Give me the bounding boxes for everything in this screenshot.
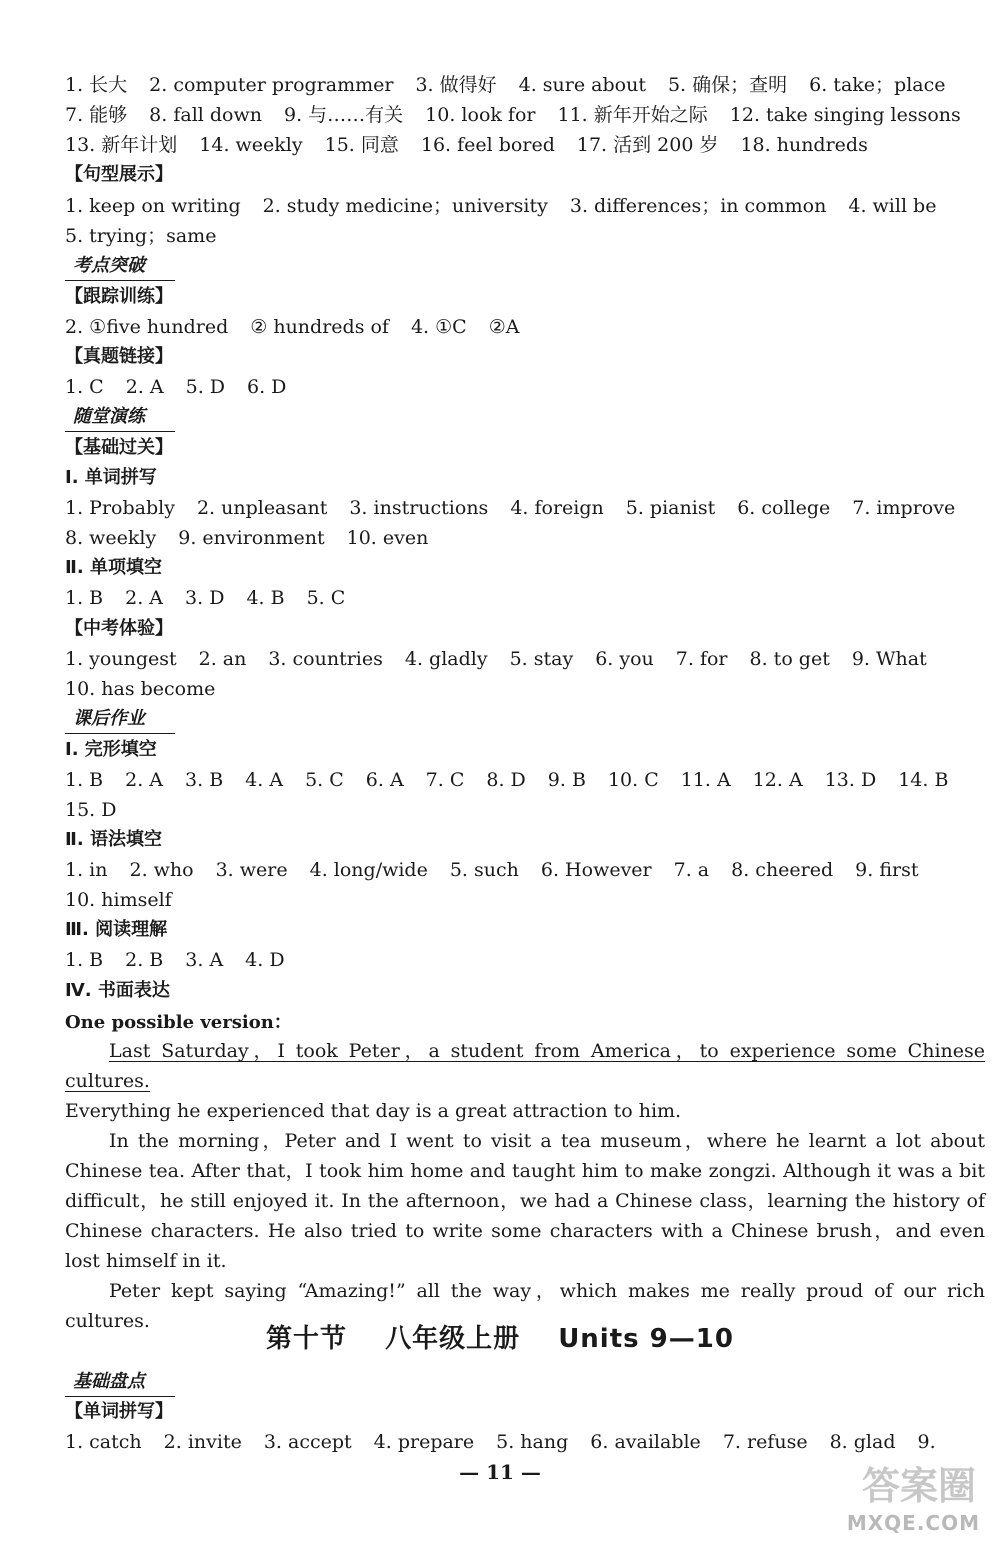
answer-item: 12. take singing lessons <box>729 104 961 126</box>
answer-item: 16. feel bored <box>420 134 555 156</box>
answer-item: ②A <box>488 316 520 338</box>
heading-writing: Ⅳ. 书面表达 <box>65 980 170 1001</box>
answer-line <box>65 312 986 342</box>
heading-tracking: 【跟踪训练】 <box>65 286 173 307</box>
answer-item: 8. fall down <box>149 104 262 126</box>
answer-item: 7. C <box>425 769 465 791</box>
answer-item: 2. unpleasant <box>196 497 328 519</box>
heading-key-points: 考点突破 <box>65 252 175 281</box>
answer-item: 9. first <box>855 859 919 881</box>
grade-label: 八年级上册 <box>385 1324 521 1354</box>
answer-item: 2. study medicine；university <box>262 195 548 217</box>
heading-homework: 课后作业 <box>65 705 175 734</box>
answer-item: 2. A <box>125 769 164 791</box>
heading-real-questions: 【真题链接】 <box>65 346 173 367</box>
answer-line <box>65 70 986 100</box>
heading-word-spelling: 【单词拼写】 <box>65 1401 173 1422</box>
answer-item: 6. college <box>737 497 831 519</box>
answer-item: 13. 新年计划 <box>65 134 178 156</box>
answer-item: 9. What <box>851 648 927 670</box>
watermark-logo: 答案圈 <box>861 1464 976 1508</box>
answer-line <box>65 583 986 613</box>
answer-item: 13. D <box>824 769 877 791</box>
answer-item: 1. in <box>65 859 108 881</box>
answer-item: 10. C <box>607 769 659 791</box>
answer-item: 4. long/wide <box>309 859 428 881</box>
answer-line <box>65 855 986 885</box>
answer-item: 3. instructions <box>349 497 489 519</box>
answer-item: 15. D <box>65 799 117 821</box>
answer-item: 5. pianist <box>625 497 716 519</box>
answer-item: 5. hang <box>496 1431 569 1453</box>
answer-item: 10. even <box>346 527 429 549</box>
answer-item: 1. Probably <box>65 497 175 519</box>
answer-item: 3. differences；in common <box>569 195 827 217</box>
essay-body <box>65 1036 985 1336</box>
answer-line <box>65 795 986 825</box>
answer-item: 14. B <box>898 769 949 791</box>
units-label: Units 9—10 <box>558 1324 734 1354</box>
answer-item: 2. B <box>125 949 164 971</box>
answer-item: 3. D <box>185 587 225 609</box>
answer-item: 11. 新年开始之际 <box>557 104 708 126</box>
answer-line <box>65 885 986 915</box>
answer-line <box>65 372 986 402</box>
answer-item: 1. B <box>65 587 104 609</box>
answer-line <box>65 1427 986 1457</box>
answer-item: ② hundreds of <box>250 316 389 338</box>
answer-item: 7. refuse <box>722 1431 808 1453</box>
answer-line <box>65 493 986 523</box>
answer-item: 6. D <box>247 376 287 398</box>
answer-line <box>65 191 986 221</box>
answer-item: 4. D <box>245 949 285 971</box>
page-number: — 11 — <box>459 1460 541 1484</box>
watermark-text: MXQE.COM <box>846 1511 980 1535</box>
essay-version-label: One possible version： <box>65 1012 292 1033</box>
essay-paragraph-2: In the morning，Peter and I went to visit a tea museum，where he learnt a lot about Chinese tea. After that，I took him home and taught him to make zongzi. Although it was a bit difficult，he still enjoyed it. In the afternoon，we had a Chinese class，learning the history of Chinese characters. He also tried to write some characters with a Chinese brush，and even lost himself in it. <box>65 1130 985 1272</box>
heading-single-choice: Ⅱ. 单项填空 <box>65 557 162 578</box>
answer-item: 3. accept <box>263 1431 352 1453</box>
answer-item: 6. available <box>590 1431 701 1453</box>
section-title <box>0 1318 1000 1355</box>
answer-item: 15. 同意 <box>324 134 399 156</box>
heading-sentence-display: 【句型展示】 <box>65 164 173 185</box>
answer-item: 7. for <box>675 648 728 670</box>
answer-item: 3. were <box>215 859 288 881</box>
answer-item: 1. youngest <box>65 648 177 670</box>
answer-item: 7. a <box>673 859 710 881</box>
answer-item: 5. D <box>185 376 226 398</box>
answer-item: 9. <box>917 1431 936 1453</box>
answer-item: 8. to get <box>749 648 830 670</box>
answer-item: 2. A <box>125 587 164 609</box>
answer-item: 3. A <box>185 949 224 971</box>
answer-line <box>65 130 986 160</box>
answer-item: 17. 活到 200 岁 <box>576 134 719 156</box>
answer-item: 6. you <box>595 648 654 670</box>
answer-item: 4. will be <box>848 195 937 217</box>
answer-item: 1. C <box>65 376 104 398</box>
answer-item: 1. keep on writing <box>65 195 241 217</box>
answer-item: 12. A <box>752 769 803 791</box>
answer-line <box>65 945 986 975</box>
answer-item: 18. hundreds <box>740 134 868 156</box>
answer-line <box>65 765 986 795</box>
answer-item: 6. take；place <box>809 74 946 96</box>
answer-item: 1. B <box>65 769 104 791</box>
answer-item: 8. weekly <box>65 527 157 549</box>
answer-item: 4. gladly <box>404 648 488 670</box>
answer-item: 3. B <box>185 769 224 791</box>
answer-item: 4. ①C <box>410 316 467 338</box>
answer-item: 5. such <box>449 859 519 881</box>
answer-item: 7. 能够 <box>65 104 128 126</box>
answer-item: 3. 做得好 <box>415 74 497 96</box>
heading-basic: 【基础过关】 <box>65 437 173 458</box>
heading-grammar: Ⅱ. 语法填空 <box>65 829 162 850</box>
answer-item: 1. B <box>65 949 104 971</box>
answer-item: 1. catch <box>65 1431 142 1453</box>
answer-line <box>65 644 986 674</box>
answer-item: 9. 与……有关 <box>284 104 404 126</box>
answer-item: 4. prepare <box>373 1431 475 1453</box>
heading-in-class: 随堂演练 <box>65 403 175 432</box>
answer-line <box>65 221 986 251</box>
answer-item: 2. computer programmer <box>149 74 394 96</box>
essay-first-sentence: Last Saturday，I took Peter，a student from America，to experience some Chinese cultures. <box>65 1040 985 1092</box>
answer-item: 10. himself <box>65 889 172 911</box>
answer-item: 2. an <box>198 648 247 670</box>
heading-basics: 基础盘点 <box>65 1368 175 1397</box>
answer-item: 4. A <box>245 769 284 791</box>
essay-paragraph-3: Peter kept saying “Amazing!” all the way，which makes me really proud of our rich cultures. <box>65 1280 985 1332</box>
answer-item: 2. A <box>125 376 164 398</box>
heading-reading: Ⅲ. 阅读理解 <box>65 919 168 940</box>
answer-item: 2. invite <box>163 1431 242 1453</box>
watermark <box>820 1455 980 1535</box>
heading-cloze: Ⅰ. 完形填空 <box>65 739 157 760</box>
answer-item: 4. B <box>246 587 285 609</box>
answer-item: 10. look for <box>425 104 536 126</box>
section-number: 第十节 <box>266 1324 348 1354</box>
answer-item: 2. ①five hundred <box>65 316 229 338</box>
answer-item: 1. 长大 <box>65 74 128 96</box>
answer-item: 3. countries <box>268 648 383 670</box>
answer-line <box>65 674 986 704</box>
answer-item: 6. A <box>365 769 404 791</box>
answer-item: 7. improve <box>852 497 956 519</box>
answer-item: 8. glad <box>829 1431 896 1453</box>
heading-spelling: Ⅰ. 单词拼写 <box>65 467 157 488</box>
answer-line <box>65 523 986 553</box>
answer-item: 5. trying；same <box>65 225 217 247</box>
answer-line <box>65 100 986 130</box>
answer-item: 6. However <box>540 859 652 881</box>
essay-p1-rest: Everything he experienced that day is a great attraction to him. <box>65 1100 682 1122</box>
answer-item: 8. D <box>486 769 526 791</box>
answer-item: 9. B <box>547 769 586 791</box>
heading-exam: 【中考体验】 <box>65 618 173 639</box>
answer-item: 5. 确保；查明 <box>667 74 788 96</box>
answer-item: 14. weekly <box>199 134 303 156</box>
answer-item: 5. C <box>305 769 344 791</box>
answer-item: 10. has become <box>65 678 216 700</box>
answer-item: 8. cheered <box>731 859 834 881</box>
answer-item: 4. foreign <box>510 497 604 519</box>
answer-item: 4. sure about <box>518 74 646 96</box>
answer-item: 5. stay <box>509 648 574 670</box>
answer-item: 5. C <box>306 587 346 609</box>
answer-item: 9. environment <box>178 527 325 549</box>
answer-item: 2. who <box>129 859 194 881</box>
answer-item: 11. A <box>680 769 731 791</box>
